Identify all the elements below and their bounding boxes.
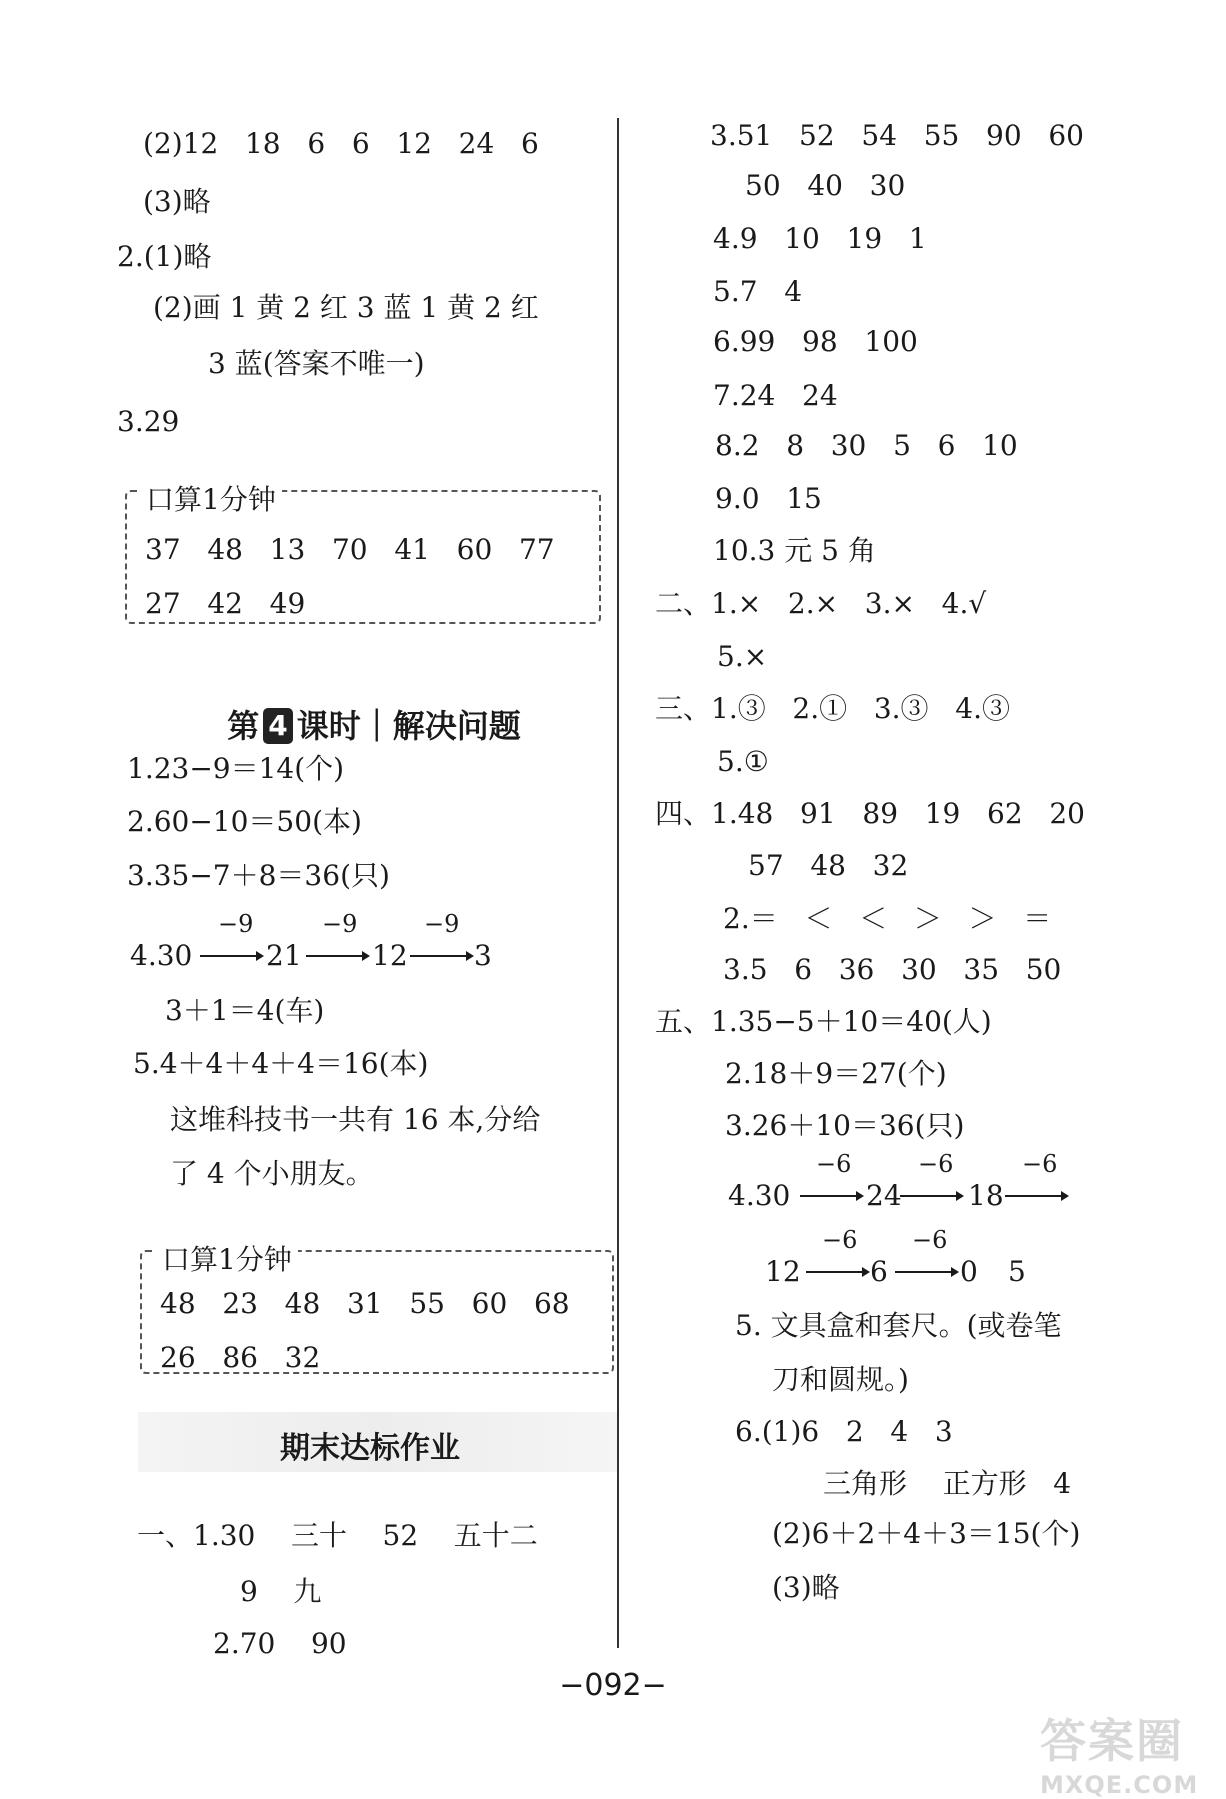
answer-line: 了 4 个小朋友。	[170, 1157, 374, 1190]
answer-line: 8.2 8 30 5 6 10	[715, 429, 1018, 462]
answer-line: 10.3 元 5 角	[713, 534, 876, 567]
arrow-label: −9	[424, 910, 460, 938]
answer-line: 2.18＋9＝27(个)	[725, 1057, 947, 1090]
answer-line: (2)12 18 6 6 12 24 6	[143, 127, 539, 160]
arrow-value: 6	[870, 1255, 888, 1288]
arrow-value: 0	[960, 1255, 978, 1288]
answer-line: (2)画 1 黄 2 红 3 蓝 1 黄 2 红	[153, 291, 539, 324]
arrow-value: 12	[372, 939, 408, 972]
answer-line: 3.51 52 54 55 90 60	[710, 119, 1084, 152]
answer-line: 2.60−10＝50(本)	[127, 805, 362, 838]
answer-line: 3.5 6 36 30 35 50	[723, 953, 1062, 986]
lesson-number-badge: 4	[263, 708, 292, 744]
mental-math-row: 37 48 13 70 41 60 77	[145, 533, 555, 566]
answer-line: (3)略	[143, 185, 211, 218]
answer-line: 7.24 24	[713, 379, 838, 412]
arrow-start: 4.30	[130, 939, 193, 972]
arrow-icon	[800, 1188, 864, 1204]
column-divider	[617, 118, 619, 1648]
answer-line: 5.×	[717, 640, 768, 673]
arrow-label: −9	[218, 910, 254, 938]
answer-line: 2.(1)略	[117, 240, 212, 273]
watermark-bottom: MXQE.COM	[1040, 1771, 1199, 1799]
watermark-logo	[1040, 1705, 1198, 1799]
lesson-title: 课时｜解决问题	[296, 707, 521, 745]
mental-math-row: 26 86 32	[160, 1341, 321, 1374]
answer-line: 3 蓝(答案不唯一)	[208, 347, 425, 380]
arrow-icon	[200, 948, 264, 964]
arrow-label: −9	[322, 910, 358, 938]
answer-line: 9.0 15	[715, 482, 822, 515]
answer-line: 3.29	[117, 405, 180, 438]
arrow-icon	[306, 948, 370, 964]
answer-line: 四、1.48 91 89 19 62 20	[655, 797, 1085, 830]
answer-line: 五、1.35−5＋10＝40(人)	[655, 1005, 992, 1038]
answer-line: 3＋1＝4(车)	[165, 994, 325, 1027]
page-number: −092−	[559, 1668, 667, 1703]
arrow-value: 18	[968, 1179, 1004, 1212]
arrow-start: 4.30	[728, 1179, 791, 1212]
answer-line: 一、1.30 三十 52 五十二	[137, 1519, 538, 1552]
answer-line: (2)6＋2＋4＋3＝15(个)	[772, 1517, 1081, 1550]
answer-line: 2.＝ ＜ ＜ ＞ ＞ ＝	[723, 902, 1052, 935]
arrow-value: 21	[266, 939, 302, 972]
arrow-icon	[895, 1264, 959, 1280]
answer-line: 57 48 32	[748, 849, 909, 882]
watermark-top: 答案圈	[1040, 1714, 1184, 1768]
arrow-label: −6	[912, 1226, 948, 1254]
arrow-icon	[410, 948, 474, 964]
answer-line: 3.26＋10＝36(只)	[725, 1109, 965, 1142]
answer-line: 5.7 4	[713, 275, 803, 308]
answer-line: 三、1.③ 2.① 3.③ 4.③	[655, 692, 1010, 725]
answer-line: 9 九	[240, 1575, 322, 1608]
arrow-value: 5	[1008, 1255, 1026, 1288]
mental-math-label: 口算1分钟	[156, 1238, 298, 1278]
mental-math-row: 27 42 49	[145, 587, 306, 620]
arrow-label: −6	[822, 1226, 858, 1254]
arrow-value: 24	[866, 1179, 902, 1212]
answer-line: 1.23−9＝14(个)	[127, 752, 345, 785]
arrow-icon	[806, 1264, 870, 1280]
answer-line: 刀和圆规。)	[772, 1363, 909, 1396]
answer-line: 这堆科技书一共有 16 本,分给	[170, 1103, 541, 1136]
answer-line: 2.70 90	[213, 1627, 347, 1660]
answer-line: 6.(1)6 2 4 3	[735, 1415, 953, 1448]
answer-line: (3)略	[772, 1571, 840, 1604]
arrow-label: −6	[918, 1150, 954, 1178]
answer-line: 4.9 10 19 1	[713, 222, 927, 255]
mental-math-row: 48 23 48 31 55 60 68	[160, 1287, 570, 1320]
answer-line: 二、1.× 2.× 3.× 4.√	[655, 587, 987, 620]
arrow-label: −6	[1022, 1150, 1058, 1178]
answer-line: 5. 文具盒和套尺。(或卷笔	[735, 1309, 1062, 1342]
answer-line: 6.99 98 100	[713, 325, 918, 358]
arrow-value: 3	[474, 939, 492, 972]
section-title: 期末达标作业	[280, 1431, 460, 1466]
arrow-label: −6	[816, 1150, 852, 1178]
answer-line: 50 40 30	[745, 169, 906, 202]
lesson-heading	[205, 663, 521, 747]
lesson-prefix: 第	[227, 707, 260, 745]
answer-line: 5.①	[717, 745, 769, 778]
answer-line: 3.35−7＋8＝36(只)	[127, 859, 390, 892]
arrow-icon	[1005, 1188, 1069, 1204]
answer-line: 三角形 正方形 4	[823, 1467, 1072, 1500]
mental-math-label: 口算1分钟	[140, 478, 282, 518]
answer-line: 5.4＋4＋4＋4＝16(本)	[133, 1047, 429, 1080]
arrow-start: 12	[765, 1255, 801, 1288]
arrow-icon	[900, 1188, 964, 1204]
